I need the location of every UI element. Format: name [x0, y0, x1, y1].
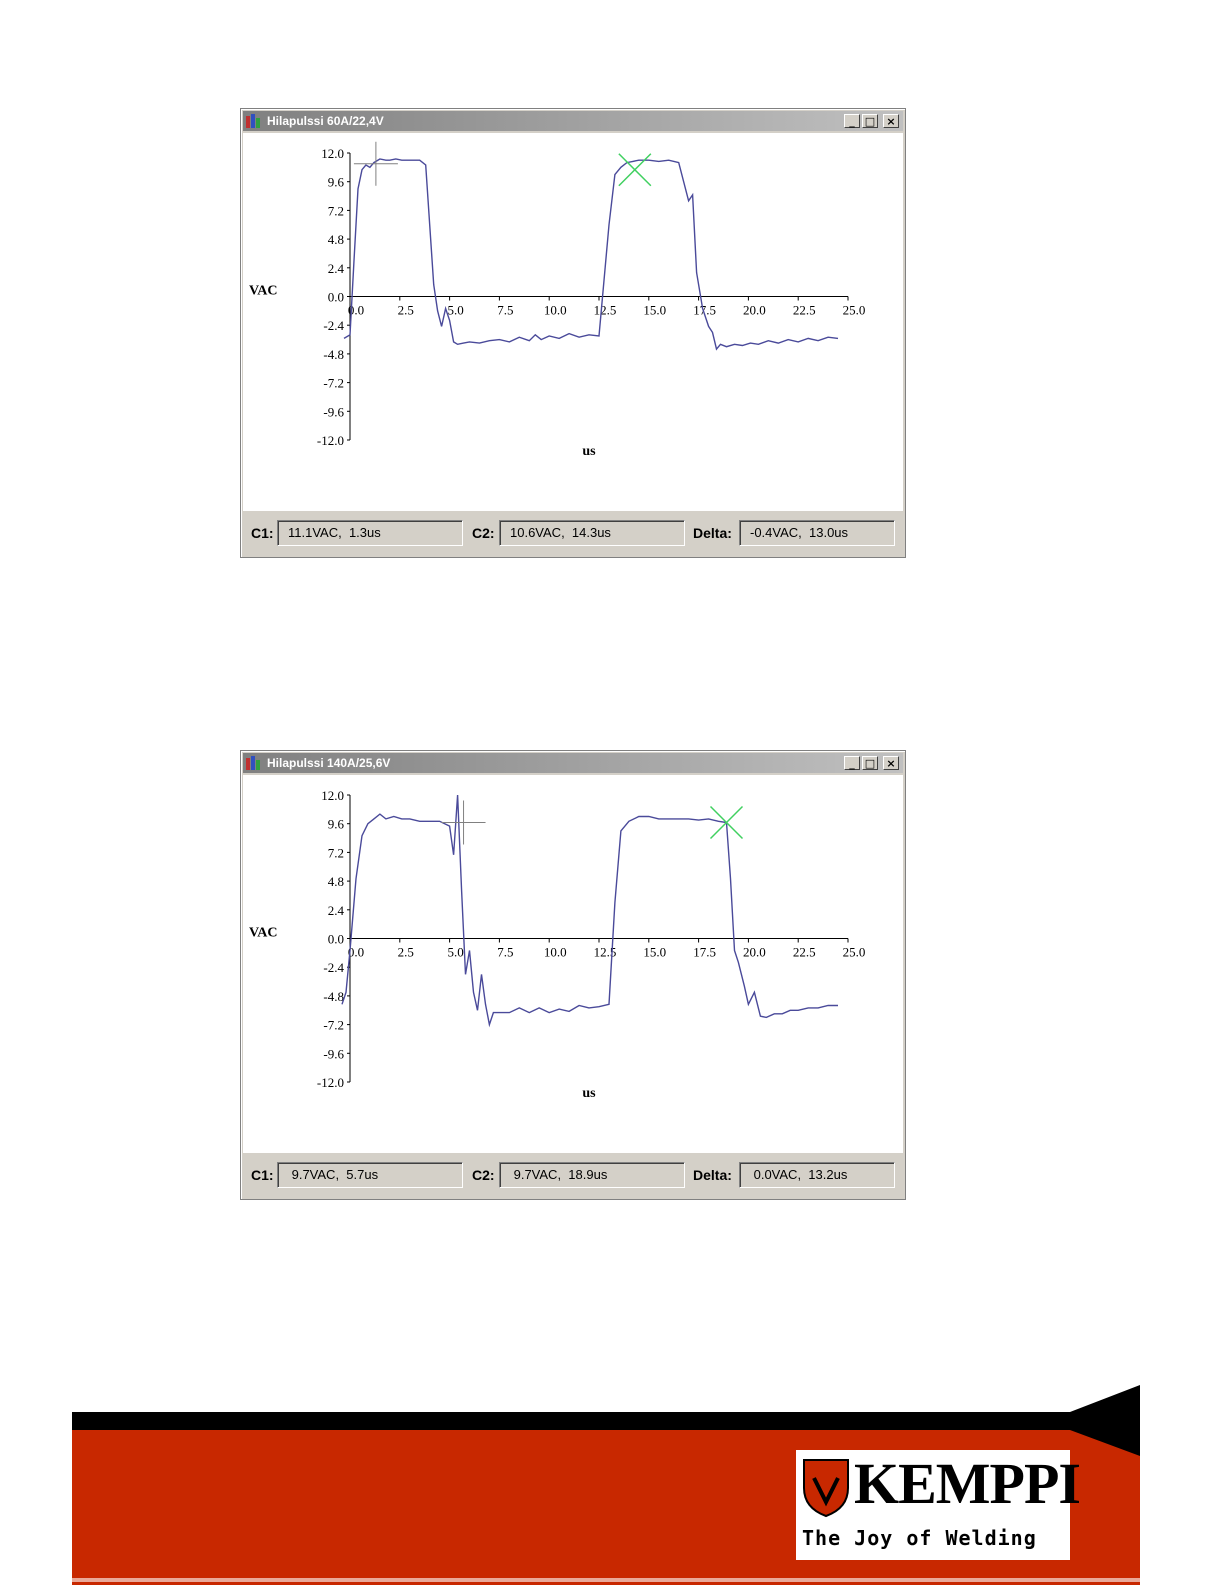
y-tick-label: 0.0 — [327, 931, 344, 947]
x-tick-label: 2.5 — [397, 302, 414, 318]
close-button[interactable]: × — [883, 756, 899, 770]
y-tick-label: -7.2 — [323, 1017, 344, 1033]
x-tick-label: 2.5 — [397, 944, 414, 960]
x-tick-label: 15.0 — [643, 302, 667, 318]
shield-icon — [802, 1458, 850, 1518]
logo-tagline: The Joy of Welding — [802, 1526, 1037, 1550]
y-tick-label: 2.4 — [327, 902, 344, 918]
y-tick-label: -4.8 — [323, 988, 344, 1004]
x-tick-label: 15.0 — [643, 944, 667, 960]
voltage-plot[interactable] — [243, 775, 903, 1153]
scope-window-2 — [240, 750, 906, 1200]
footer-bottom-line — [72, 1578, 1140, 1582]
minimize-button[interactable]: _ — [844, 114, 860, 128]
x-tick-label: 17.5 — [693, 944, 716, 960]
close-button[interactable]: × — [883, 114, 899, 128]
logo-wordmark: KEMPPI — [854, 1451, 1080, 1516]
y-tick-label: 4.8 — [327, 232, 344, 248]
x-axis-label: us — [582, 444, 596, 459]
voltage-series-line — [342, 795, 838, 1025]
window-title: Hilapulssi 60A/22,4V — [267, 114, 384, 128]
y-tick-label: 4.8 — [327, 874, 344, 890]
x-tick-label: 5.0 — [447, 302, 464, 318]
x-tick-label: 25.0 — [842, 944, 866, 960]
c1-label: C1: — [251, 1167, 274, 1183]
y-tick-label: 9.6 — [327, 816, 344, 832]
c1-readout: 11.1VAC, 1.3us — [277, 520, 463, 546]
x-tick-label: 12.5 — [593, 944, 617, 960]
y-tick-label: 12.0 — [321, 146, 344, 161]
x-tick-label: 7.5 — [497, 302, 514, 318]
y-tick-label: -2.4 — [323, 960, 344, 976]
maximize-button[interactable]: □ — [862, 114, 878, 128]
y-tick-label: 7.2 — [327, 845, 344, 861]
kemppi-logo — [796, 1450, 1080, 1560]
y-tick-label: -9.6 — [323, 1046, 344, 1062]
x-tick-label: 22.5 — [792, 302, 816, 318]
maximize-button[interactable]: □ — [862, 756, 878, 770]
x-tick-label: 10.0 — [543, 302, 567, 318]
delta-readout: 0.0VAC, 13.2us — [739, 1162, 895, 1188]
delta-label: Delta: — [693, 525, 732, 541]
c2-readout: 9.7VAC, 18.9us — [499, 1162, 685, 1188]
c2-label: C2: — [472, 525, 495, 541]
x-tick-label: 20.0 — [743, 302, 766, 318]
c2-readout: 10.6VAC, 14.3us — [499, 520, 685, 546]
x-tick-label: 0.0 — [347, 944, 365, 960]
y-axis-label: VAC — [249, 283, 278, 299]
y-tick-label: 12.0 — [321, 788, 344, 803]
voltage-series-line — [344, 159, 838, 349]
title-bar[interactable] — [243, 753, 903, 773]
x-tick-label: 17.5 — [693, 302, 716, 318]
x-tick-label: 10.0 — [543, 944, 567, 960]
y-tick-label: -2.4 — [323, 318, 344, 334]
y-tick-label: 2.4 — [327, 260, 344, 276]
app-icon — [246, 756, 262, 770]
status-bar — [243, 1155, 903, 1197]
plot-area[interactable] — [243, 775, 903, 1153]
scope-window-1 — [240, 108, 906, 558]
title-bar[interactable] — [243, 111, 903, 131]
x-tick-label: 22.5 — [792, 944, 816, 960]
y-tick-label: 0.0 — [327, 289, 344, 305]
y-tick-label: 7.2 — [327, 203, 344, 219]
delta-label: Delta: — [693, 1167, 732, 1183]
delta-readout: -0.4VAC, 13.0us — [739, 520, 895, 546]
window-title: Hilapulssi 140A/25,6V — [267, 756, 391, 770]
x-tick-label: 0.0 — [347, 302, 365, 318]
y-tick-label: -7.2 — [323, 375, 344, 391]
plot-area[interactable] — [243, 133, 903, 511]
x-tick-label: 7.5 — [497, 944, 514, 960]
x-tick-label: 20.0 — [743, 944, 766, 960]
x-tick-label: 25.0 — [842, 302, 866, 318]
voltage-plot[interactable] — [243, 133, 903, 511]
x-tick-label: 5.0 — [447, 944, 464, 960]
x-tick-label: 12.5 — [593, 302, 617, 318]
y-axis-label: VAC — [249, 925, 278, 941]
c1-label: C1: — [251, 525, 274, 541]
app-icon — [246, 114, 262, 128]
y-tick-label: -12.0 — [316, 1075, 344, 1090]
y-tick-label: -9.6 — [323, 404, 344, 420]
y-tick-label: -4.8 — [323, 346, 344, 362]
c1-readout: 9.7VAC, 5.7us — [277, 1162, 463, 1188]
y-tick-label: -12.0 — [316, 433, 344, 448]
minimize-button[interactable]: _ — [844, 756, 860, 770]
c2-label: C2: — [472, 1167, 495, 1183]
y-tick-label: 9.6 — [327, 174, 344, 190]
x-axis-label: us — [582, 1086, 596, 1101]
status-bar — [243, 513, 903, 555]
